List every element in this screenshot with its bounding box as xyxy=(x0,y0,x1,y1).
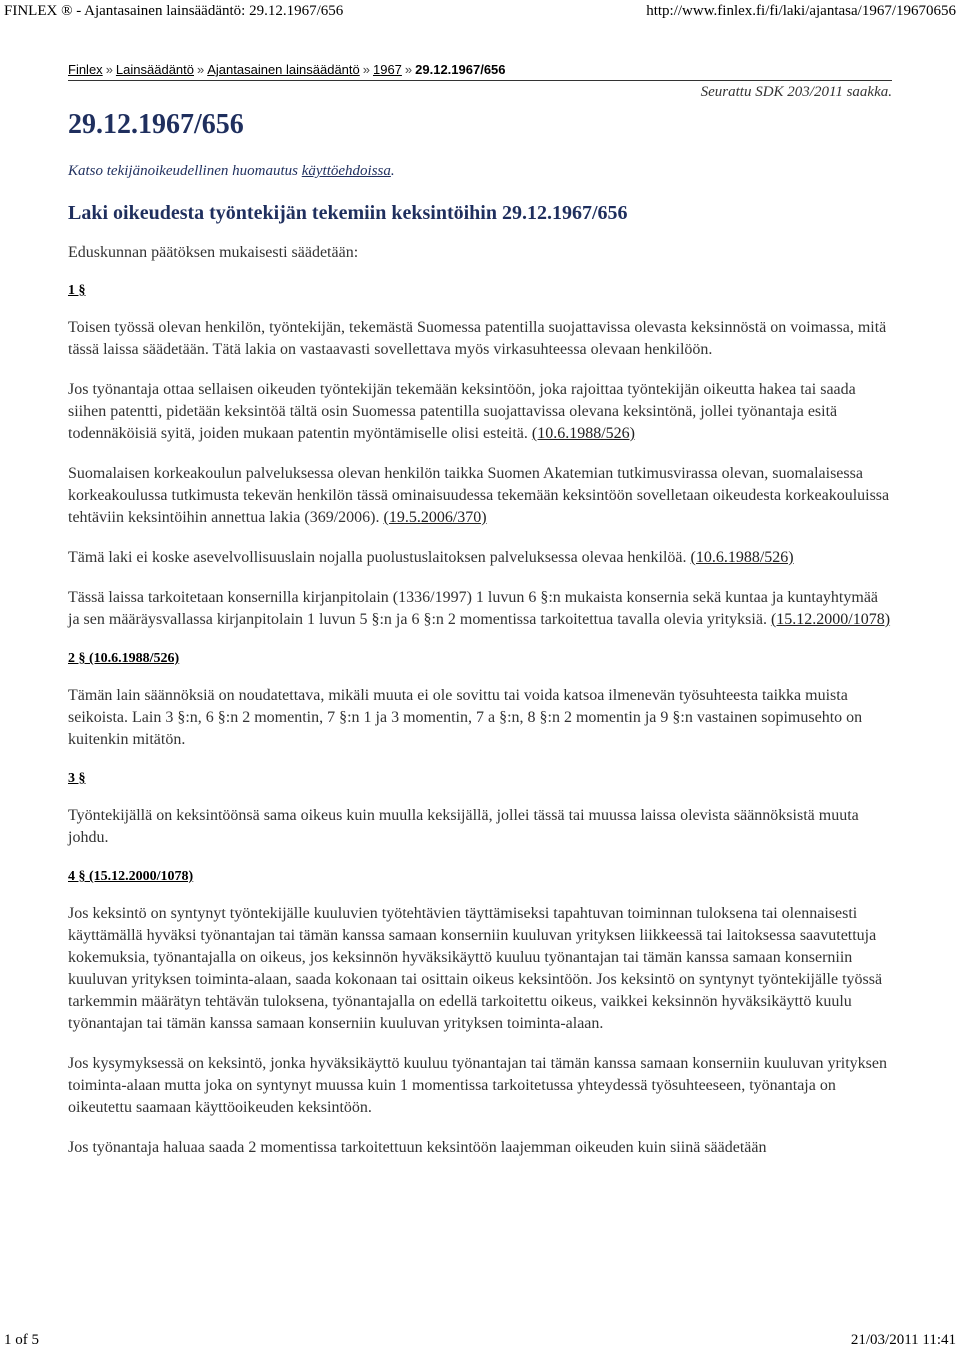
header-row xyxy=(68,81,892,155)
breadcrumb-separator: » xyxy=(105,62,113,77)
section-2 xyxy=(68,651,892,751)
amendment-link[interactable]: (15.12.2000/1078) xyxy=(770,611,891,628)
section-4 xyxy=(68,869,892,1159)
document-id: 29.12.1967/656 xyxy=(68,109,244,140)
paragraph-text: Jos keksintö on syntynyt työntekijälle kuuluvien työtehtävien täyttämiseksi tapahtuvan toiminnan tuloksena tai olennaisesti käyttämällä hyväksi työnantajan tai tämän kanssa samaan konserniin kuuluvan yrityksen liikkeessä tai laitoksessa saavutettuja kokemuksia, työnantajalla on oikeus, jos keksinnön hyväksikäyttö kuuluu työnantajan tai tämän kanssa samaan konserniin kuuluvan yrityksen toiminta-alaan, saada kokonaan tai osittain oikeus keksintöön. Jos keksintö on syntynyt työntekijälle työssä tarkemmin määrätyn tehtävän tuloksena, työnantajalla on edellä tarkoitettu oikeus, vaikkei keksinnön hyväksikäyttö kuulu työnantajan tai tämän kanssa samaan konserniin kuuluvan yrityksen toiminta-alaan. xyxy=(68,905,883,1032)
paragraph xyxy=(68,317,892,361)
breadcrumb-separator: » xyxy=(362,62,370,77)
terms-of-use-link[interactable]: käyttöehdoissa xyxy=(301,163,391,179)
paragraph-text: Tämä laki ei koske asevelvollisuuslain nojalla puolustuslaitoksen palveluksessa olevaa henkilöä. xyxy=(68,549,691,566)
print-header-title: FINLEX ® - Ajantasainen lainsäädäntö: 29.12.1967/656 xyxy=(4,2,344,19)
notice-text: Katso tekijänoikeudellinen huomautus xyxy=(68,163,302,179)
amendment-link[interactable]: (10.6.1988/526) xyxy=(531,425,636,442)
breadcrumb-link-lainsaadanto[interactable]: Lainsäädäntö xyxy=(115,62,194,77)
breadcrumb-link-ajantasainen[interactable]: Ajantasainen lainsäädäntö xyxy=(207,62,360,77)
update-note: Seurattu SDK 203/2011 saakka. xyxy=(700,84,892,100)
notice-suffix: . xyxy=(390,163,395,179)
page-counter: 1 of 5 xyxy=(4,1331,39,1348)
paragraph xyxy=(68,685,892,751)
paragraph xyxy=(68,587,892,631)
amendment-link[interactable]: (10.6.1988/526) xyxy=(690,549,794,566)
section-heading[interactable]: 3 § xyxy=(68,771,86,786)
breadcrumb-current: 29.12.1967/656 xyxy=(415,62,506,77)
paragraph xyxy=(68,379,892,445)
print-header xyxy=(0,0,960,22)
paragraph xyxy=(68,805,892,849)
section-heading[interactable]: 2 § (10.6.1988/526) xyxy=(68,651,180,666)
breadcrumb-link-finlex[interactable]: Finlex xyxy=(68,62,103,77)
section-heading[interactable]: 4 § (15.12.2000/1078) xyxy=(68,869,194,884)
paragraph-text: Jos työnantaja haluaa saada 2 momentissa tarkoitettuun keksintöön laajemman oikeuden kuin siinä säädetään xyxy=(68,1139,767,1156)
paragraph xyxy=(68,463,892,529)
copyright-notice xyxy=(68,163,892,180)
print-footer xyxy=(0,1329,960,1351)
paragraph-text: Tässä laissa tarkoitetaan konsernilla kirjanpitolain (1336/1997) 1 luvun 6 §:n mukaista konsernia sekä kuntaa ja kuntayhtymää ja sen määräysvallassa kirjanpitolain 1 luvun 5 §:n ja 6 §:n 2 momentissa tarkoitettua tavalla olevia yrityksiä. xyxy=(68,589,879,628)
preamble: Eduskunnan päätöksen mukaisesti säädetään: xyxy=(68,244,359,261)
breadcrumb xyxy=(68,60,892,81)
print-timestamp: 21/03/2011 11:41 xyxy=(850,1331,956,1348)
breadcrumb-link-1967[interactable]: 1967 xyxy=(372,62,402,77)
section-3 xyxy=(68,771,892,849)
breadcrumb-separator: » xyxy=(197,62,205,77)
section-1 xyxy=(68,283,892,631)
section-heading[interactable]: 1 § xyxy=(68,283,86,298)
print-header-url: http://www.finlex.fi/fi/laki/ajantasa/1967/19670656 xyxy=(646,2,956,19)
paragraph xyxy=(68,1137,892,1159)
paragraph-text: Tämän lain säännöksiä on noudatettava, mikäli muuta ei ole sovittu tai voida katsoa ilmenevän työsuhteesta taikka muista seikoista. Lain 3 §:n, 6 §:n 2 momentin, 7 §:n 1 ja 3 momentin, 7 a §:n, 8 §:n 2 momentin ja 9 §:n vastainen sopimusehto on kuitenkin mitätön. xyxy=(68,687,863,748)
document-page xyxy=(68,60,892,1159)
law-title: Laki oikeudesta työntekijän tekemiin keksintöihin 29.12.1967/656 xyxy=(68,202,628,224)
paragraph xyxy=(68,903,892,1035)
paragraph-text: Jos kysymyksessä on keksintö, jonka hyväksikäyttö kuuluu työnantajan tai tämän kanssa samaan konserniin kuuluvan yrityksen toiminta-alaan mutta joka on syntynyt muussa kuin 1 momentissa tarkoitetussa yhteydessä työsuhteeseen, työnantaja on oikeutettu saamaan käyttöoikeuden keksintöön. xyxy=(68,1055,887,1116)
paragraph xyxy=(68,1053,892,1119)
paragraph-text: Työntekijällä on keksintöönsä sama oikeus kuin muulla keksijällä, jollei tässä tai muussa laissa olevista säännöksistä muuta johdu. xyxy=(68,807,859,846)
paragraph-text: Jos työnantaja ottaa sellaisen oikeuden työntekijän tekemään keksintöön, joka rajoittaa työntekijän oikeutta hakea tai saada siihen patentti, pidetään keksintöä tältä osin Suomessa patentilla suojattavissa olevana keksintönä, jollei työnantaja esitä todennäköisiä syitä, joiden mukaan patentin myöntämiselle olisi esteitä. xyxy=(68,381,856,442)
amendment-link[interactable]: (19.5.2006/370) xyxy=(383,509,487,526)
paragraph-text: Suomalaisen korkeakoulun palveluksessa olevan henkilön taikka Suomen Akatemian tutkimusvirassa olevan, suomalaisessa korkeakoulussa tutkimusta tekevän henkilön tässä ominaisuudessa tekemään keksintöön sovelletaan oikeudesta korkeakouluissa tehtäviin keksintöihin annettua lakia (369/2006). xyxy=(68,465,890,526)
breadcrumb-separator: » xyxy=(404,62,413,77)
paragraph xyxy=(68,547,892,569)
paragraph-text: Toisen työssä olevan henkilön, työntekijän, tekemästä Suomessa patentilla suojattavissa olevasta keksinnöstä on voimassa, mitä tässä laissa säädetään. Tätä lakia on vastaavasti sovellettava myös virkasuhteessa olevaan henkilöön. xyxy=(68,319,887,358)
